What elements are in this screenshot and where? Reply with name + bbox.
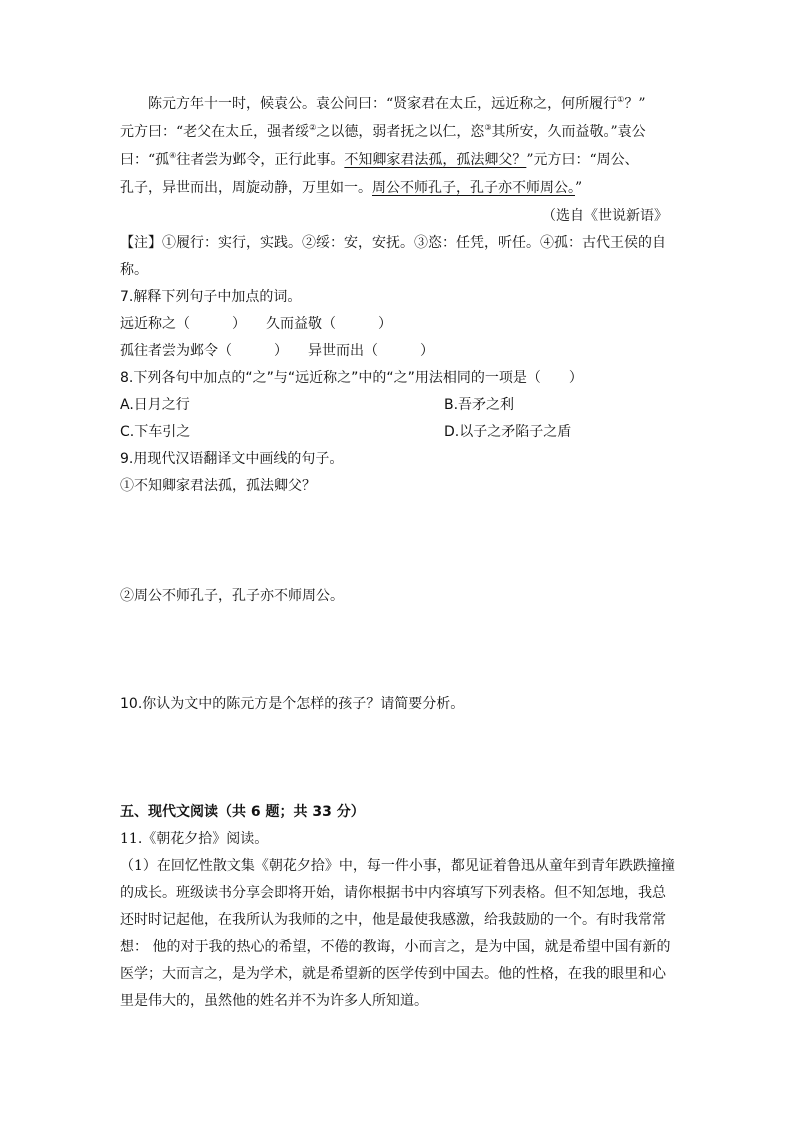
footnote-marker: ④ <box>169 151 177 160</box>
q7-item-c: 孤往者尝为邺令（ ） <box>120 343 288 359</box>
question-11-title: 11.《朝花夕拾》阅读。 <box>120 831 269 847</box>
passage-source: （选自《世说新语》 <box>542 208 668 224</box>
q7-item-b: 久而益敬（ ） <box>266 316 392 332</box>
passage-text: 孔子，异世而出，周旋动静，万里如一。 <box>120 180 372 196</box>
q11-para-line-3: 还时时记起他，在我所认为我师的之中，他是最使我感激，给我鼓励的一个。有时我常常 <box>120 912 666 928</box>
q8-option-c: C.下车引之 <box>120 424 191 440</box>
question-10-title: 10.你认为文中的陈元方是个怎样的孩子？请简要分析。 <box>120 696 465 712</box>
passage-line-2 <box>120 122 646 142</box>
q11-para-line-4: 想： 他的对于我的热心的希望，不倦的教诲，小而言之，是为中国，就是希望中国有新的 <box>120 939 671 955</box>
footnote-marker: ③ <box>484 123 492 132</box>
passage-text: 之以德，弱者抚之以仁，恣 <box>316 124 485 140</box>
footnote-marker: ② <box>309 123 317 132</box>
passage-text: ”元方曰：“周公、 <box>526 152 639 168</box>
q8-option-a: A.日月之行 <box>120 397 190 413</box>
underlined-sentence-1: 不知卿家君法孤，孤法卿父？ <box>344 152 527 168</box>
passage-line-1 <box>148 94 646 114</box>
passage-text: ” <box>575 180 583 196</box>
q11-para-line-6: 里是伟大的，虽然他的姓名并不为许多人所知道。 <box>120 993 428 1009</box>
section-5-heading: 五、现代文阅读（共 6 题；共 33 分） <box>120 804 365 820</box>
q9-sentence-1: ①不知卿家君法孤，孤法卿父？ <box>120 478 316 494</box>
q11-para-line-5: 医学；大而言之，是为学术，就是希望新的医学传到中国去。他的性格，在我的眼里和心 <box>120 966 666 982</box>
question-7-title: 7.解释下列句子中加点的词。 <box>120 289 302 305</box>
passage-text: 陈元方年十一时，候袁公。袁公问曰：“贤家君在太丘，远近称之，何所履行 <box>148 96 618 112</box>
question-9-title: 9.用现代汉语翻译文中画线的句子。 <box>120 451 344 467</box>
passage-text: ？” <box>624 96 646 112</box>
passage-text: 往者尝为邺令，正行此事。 <box>176 152 345 168</box>
annotation-line-2: 称。 <box>120 262 148 278</box>
q7-item-a: 远近称之（ ） <box>120 316 246 332</box>
q7-item-d: 异世而出（ ） <box>308 343 434 359</box>
q11-para-line-1: （1）在回忆性散文集《朝花夕拾》中，每一件小事，都见证着鲁迅从童年到青年跌跌撞撞 <box>120 858 675 874</box>
q11-para-line-2: 的成长。班级读书分享会即将开始，请你根据书中内容填写下列表格。但不知怎地，我总 <box>120 885 666 901</box>
underlined-sentence-2: 周公不师孔子，孔子亦不师周公。 <box>372 180 575 196</box>
q9-sentence-2: ②周公不师孔子，孔子亦不师周公。 <box>120 588 344 604</box>
q8-option-d: D.以子之矛陷子之盾 <box>444 424 572 440</box>
passage-line-3 <box>120 150 639 170</box>
passage-text: 其所安，久而益敬。”袁公 <box>491 124 646 140</box>
passage-text: 曰：“孤 <box>120 152 170 168</box>
q8-option-b: B.吾矛之利 <box>444 397 515 413</box>
passage-line-4 <box>120 178 582 198</box>
annotation-line-1: 【注】①履行：实行，实践。②绥：安，安抚。③恣：任凭，听任。④孤：古代王侯的自 <box>120 235 666 251</box>
footnote-marker: ① <box>617 95 625 104</box>
question-8-title: 8.下列各句中加点的“之”与“远近称之”中的“之”用法相同的一项是（ ） <box>120 370 583 386</box>
passage-text: 元方曰：“老父在太丘，强者绥 <box>120 124 310 140</box>
